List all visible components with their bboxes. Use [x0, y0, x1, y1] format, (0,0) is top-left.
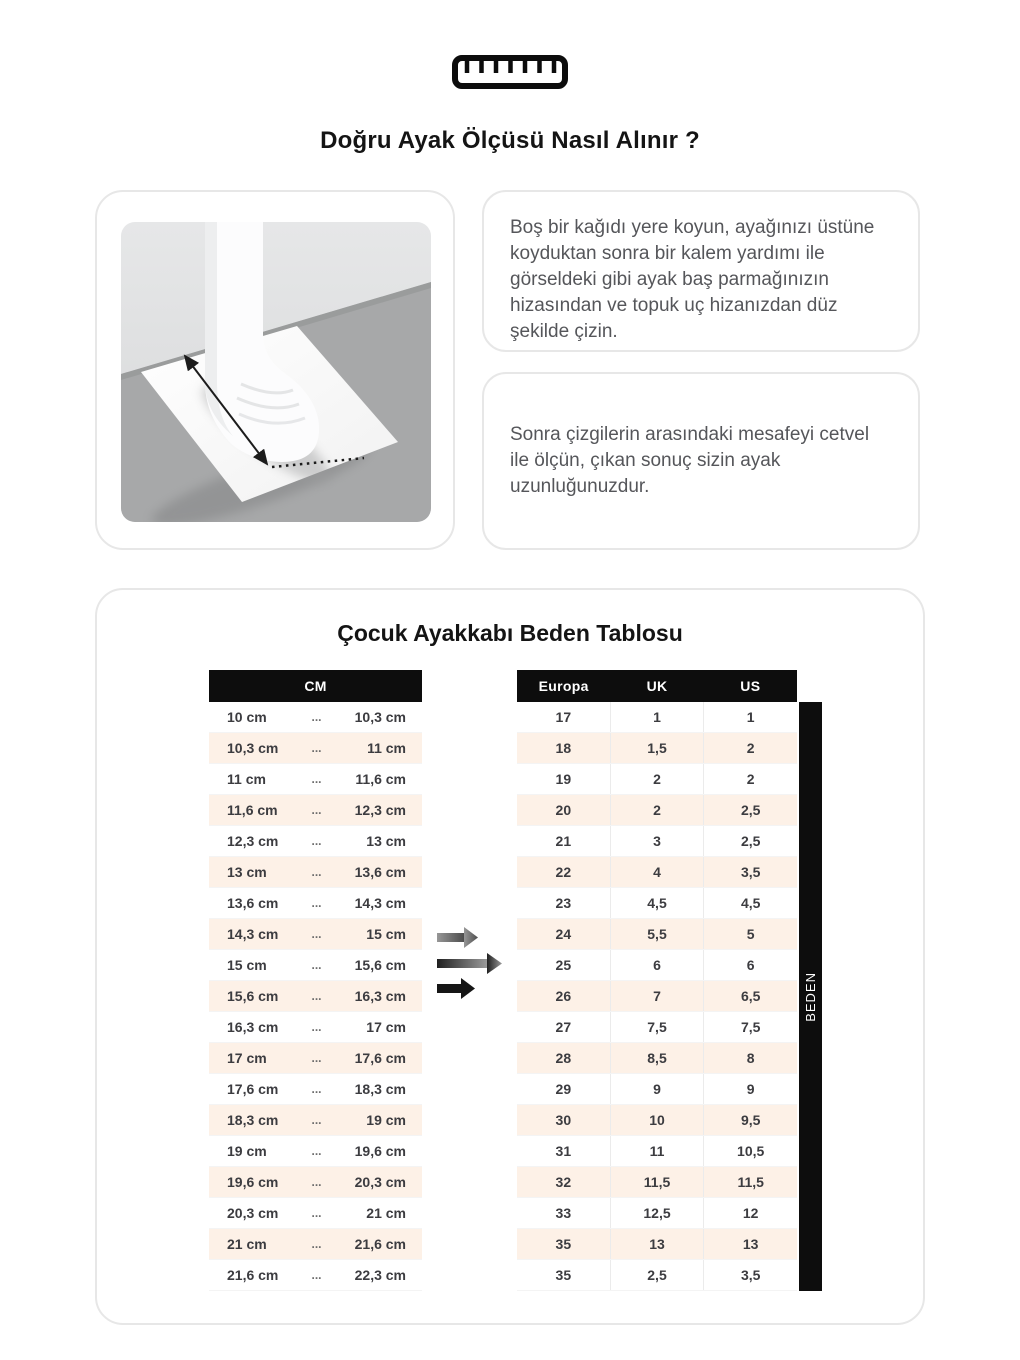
uk-size-cell: 4 — [610, 857, 704, 887]
cm-range-from: 16,3 cm — [227, 1019, 279, 1035]
uk-size-cell: 2 — [610, 795, 704, 825]
eu-table-row — [517, 1043, 797, 1074]
eu-header-us: US — [740, 678, 761, 694]
eu-header-uk: UK — [646, 678, 668, 694]
eu-table-row — [517, 733, 797, 764]
eu-table-row — [517, 981, 797, 1012]
eu-table-row — [517, 888, 797, 919]
us-size-cell: 3,5 — [703, 1260, 797, 1290]
cm-range-from: 12,3 cm — [227, 833, 279, 849]
cm-range-to: 10,3 cm — [354, 709, 406, 725]
europa-size-cell: 24 — [555, 926, 572, 942]
cm-range-from: 19 cm — [227, 1143, 267, 1159]
us-size-cell: 11,5 — [703, 1167, 797, 1197]
cm-range-from: 11 cm — [227, 771, 266, 787]
cm-range-from: 15 cm — [227, 957, 267, 973]
ruler-icon-wrap — [0, 54, 1020, 90]
cm-range-to: 11,6 cm — [355, 771, 406, 787]
range-separator: ... — [311, 865, 322, 879]
cm-range-from: 14,3 cm — [227, 926, 279, 942]
europa-size-cell: 17 — [555, 709, 572, 725]
eu-table-row — [517, 919, 797, 950]
range-separator: ... — [311, 772, 322, 786]
range-separator: ... — [311, 1175, 322, 1189]
europa-size-cell: 22 — [555, 864, 572, 880]
cm-range-to: 13,6 cm — [354, 864, 406, 880]
range-separator: ... — [311, 989, 322, 1003]
europa-size-cell: 35 — [555, 1236, 572, 1252]
cm-range-from: 11,6 cm — [227, 802, 278, 818]
cm-table-row — [209, 857, 422, 888]
cm-range-from: 10,3 cm — [227, 740, 279, 756]
eu-table-row — [517, 857, 797, 888]
cm-range-to: 21,6 cm — [354, 1236, 406, 1252]
cm-table-header: CM — [209, 670, 422, 702]
cm-range-to: 11 cm — [367, 740, 406, 756]
cm-range-to: 17,6 cm — [354, 1050, 406, 1066]
beden-label: BEDEN — [803, 971, 818, 1022]
cm-range-from: 15,6 cm — [227, 988, 279, 1004]
uk-size-cell: 11,5 — [610, 1167, 704, 1197]
range-separator: ... — [311, 1237, 322, 1251]
europa-size-cell: 28 — [555, 1050, 572, 1066]
cm-range-to: 22,3 cm — [354, 1267, 406, 1283]
cm-table-row — [209, 950, 422, 981]
range-separator: ... — [311, 710, 322, 724]
us-size-cell: 4,5 — [703, 888, 797, 918]
uk-size-cell: 12,5 — [610, 1198, 704, 1228]
eu-table-header — [517, 670, 797, 702]
eu-table-row — [517, 1229, 797, 1260]
eu-size-table — [517, 670, 797, 1291]
europa-size-cell: 30 — [555, 1112, 572, 1128]
uk-size-cell: 3 — [610, 826, 704, 856]
us-size-cell: 7,5 — [703, 1012, 797, 1042]
cm-range-to: 17 cm — [366, 1019, 406, 1035]
eu-table-row — [517, 1012, 797, 1043]
europa-size-cell: 19 — [555, 771, 572, 787]
europa-size-cell: 25 — [555, 957, 572, 973]
cm-range-to: 19,6 cm — [354, 1143, 406, 1159]
page-title: Doğru Ayak Ölçüsü Nasıl Alınır ? — [320, 127, 700, 154]
cm-table-row — [209, 826, 422, 857]
instruction-step-1: Boş bir kağıdı yere koyun, ayağınızı üstüne koyduktan sonra bir kalem yardımı ile görseldeki gibi ayak baş parmağınızın hizasından ve topuk uç hizanızdan düz şekilde çizin. — [510, 217, 875, 342]
eu-table-row — [517, 795, 797, 826]
range-separator: ... — [311, 803, 322, 817]
cm-range-to: 13 cm — [366, 833, 406, 849]
europa-size-cell: 21 — [555, 833, 572, 849]
range-separator: ... — [311, 834, 322, 848]
range-separator: ... — [311, 741, 322, 755]
us-size-cell: 6 — [703, 950, 797, 980]
eu-table-row — [517, 1136, 797, 1167]
beden-side-bar — [799, 702, 822, 1291]
cm-range-to: 16,3 cm — [354, 988, 406, 1004]
uk-size-cell: 11 — [610, 1136, 704, 1166]
uk-size-cell: 13 — [610, 1229, 704, 1259]
range-separator: ... — [311, 1113, 322, 1127]
cm-range-from: 13,6 cm — [227, 895, 279, 911]
range-separator: ... — [311, 1206, 322, 1220]
us-size-cell: 2,5 — [703, 826, 797, 856]
us-size-cell: 8 — [703, 1043, 797, 1073]
cm-range-to: 15,6 cm — [354, 957, 406, 973]
uk-size-cell: 1,5 — [610, 733, 704, 763]
uk-size-cell: 9 — [610, 1074, 704, 1104]
cm-table-body — [209, 702, 422, 1291]
cm-table-row — [209, 1105, 422, 1136]
europa-size-cell: 33 — [555, 1205, 572, 1221]
range-separator: ... — [311, 1144, 322, 1158]
uk-size-cell: 7 — [610, 981, 704, 1011]
cm-range-to: 12,3 cm — [354, 802, 406, 818]
europa-size-cell: 32 — [555, 1174, 572, 1190]
cm-table-row — [209, 1260, 422, 1291]
europa-size-cell: 29 — [555, 1081, 572, 1097]
us-size-cell: 9,5 — [703, 1105, 797, 1135]
us-size-cell: 2,5 — [703, 795, 797, 825]
uk-size-cell: 8,5 — [610, 1043, 704, 1073]
cm-table-row — [209, 1074, 422, 1105]
eu-table-row — [517, 1198, 797, 1229]
eu-table-row — [517, 1167, 797, 1198]
foot-measurement-photo-card — [95, 190, 455, 550]
foot-measurement-photo — [121, 222, 431, 522]
eu-table-row — [517, 702, 797, 733]
uk-size-cell: 7,5 — [610, 1012, 704, 1042]
cm-table-row — [209, 795, 422, 826]
cm-range-from: 20,3 cm — [227, 1205, 279, 1221]
eu-table-body — [517, 702, 797, 1291]
europa-size-cell: 26 — [555, 988, 572, 1004]
conversion-arrows-icon — [437, 922, 509, 1002]
cm-range-from: 21 cm — [227, 1236, 267, 1252]
cm-table-row — [209, 733, 422, 764]
us-size-cell: 2 — [703, 764, 797, 794]
us-size-cell: 3,5 — [703, 857, 797, 887]
cm-table-row — [209, 1198, 422, 1229]
eu-table-row — [517, 826, 797, 857]
us-size-cell: 6,5 — [703, 981, 797, 1011]
us-size-cell: 5 — [703, 919, 797, 949]
eu-table-row — [517, 1074, 797, 1105]
cm-table-row — [209, 1167, 422, 1198]
cm-table-row — [209, 1012, 422, 1043]
cm-range-from: 19,6 cm — [227, 1174, 279, 1190]
uk-size-cell: 6 — [610, 950, 704, 980]
range-separator: ... — [311, 927, 322, 941]
us-size-cell: 9 — [703, 1074, 797, 1104]
instruction-card-2 — [482, 372, 920, 550]
range-separator: ... — [311, 1051, 322, 1065]
us-size-cell: 13 — [703, 1229, 797, 1259]
range-separator: ... — [311, 896, 322, 910]
us-size-cell: 2 — [703, 733, 797, 763]
cm-range-to: 21 cm — [366, 1205, 406, 1221]
cm-range-to: 19 cm — [366, 1112, 406, 1128]
eu-table-row — [517, 1260, 797, 1291]
range-separator: ... — [311, 1268, 322, 1282]
instruction-card-1 — [482, 190, 920, 352]
cm-table-row — [209, 764, 422, 795]
eu-header-europa: Europa — [538, 678, 589, 694]
europa-size-cell: 18 — [555, 740, 572, 756]
cm-table-row — [209, 1043, 422, 1074]
instruction-step-2: Sonra çizgilerin arasındaki mesafeyi cetvel ile ölçün, çıkan sonuç sizin ayak uzunluğunuzdur. — [510, 424, 870, 497]
cm-range-to: 14,3 cm — [354, 895, 406, 911]
cm-range-to: 18,3 cm — [354, 1081, 406, 1097]
cm-range-from: 13 cm — [227, 864, 267, 880]
cm-table — [209, 670, 422, 1291]
cm-range-to: 20,3 cm — [354, 1174, 406, 1190]
range-separator: ... — [311, 958, 322, 972]
us-size-cell: 1 — [703, 702, 797, 732]
uk-size-cell: 4,5 — [610, 888, 704, 918]
cm-range-from: 17,6 cm — [227, 1081, 279, 1097]
europa-size-cell: 35 — [555, 1267, 572, 1283]
cm-range-from: 21,6 cm — [227, 1267, 279, 1283]
cm-table-row — [209, 1229, 422, 1260]
cm-table-row — [209, 919, 422, 950]
cm-range-from: 10 cm — [227, 709, 267, 725]
uk-size-cell: 5,5 — [610, 919, 704, 949]
uk-size-cell: 1 — [610, 702, 704, 732]
europa-size-cell: 27 — [555, 1019, 572, 1035]
cm-table-row — [209, 702, 422, 733]
range-separator: ... — [311, 1082, 322, 1096]
cm-table-row — [209, 981, 422, 1012]
cm-table-row — [209, 888, 422, 919]
size-table-card — [95, 588, 925, 1325]
uk-size-cell: 2,5 — [610, 1260, 704, 1290]
us-size-cell: 10,5 — [703, 1136, 797, 1166]
range-separator: ... — [311, 1020, 322, 1034]
europa-size-cell: 31 — [555, 1143, 572, 1159]
cm-range-from: 18,3 cm — [227, 1112, 279, 1128]
eu-table-row — [517, 764, 797, 795]
cm-table-row — [209, 1136, 422, 1167]
size-table-title: Çocuk Ayakkabı Beden Tablosu — [337, 620, 683, 646]
eu-table-row — [517, 950, 797, 981]
cm-range-from: 17 cm — [227, 1050, 267, 1066]
uk-size-cell: 2 — [610, 764, 704, 794]
europa-size-cell: 20 — [555, 802, 572, 818]
us-size-cell: 12 — [703, 1198, 797, 1228]
eu-table-row — [517, 1105, 797, 1136]
uk-size-cell: 10 — [610, 1105, 704, 1135]
ruler-icon — [451, 54, 569, 90]
europa-size-cell: 23 — [555, 895, 572, 911]
cm-range-to: 15 cm — [366, 926, 406, 942]
